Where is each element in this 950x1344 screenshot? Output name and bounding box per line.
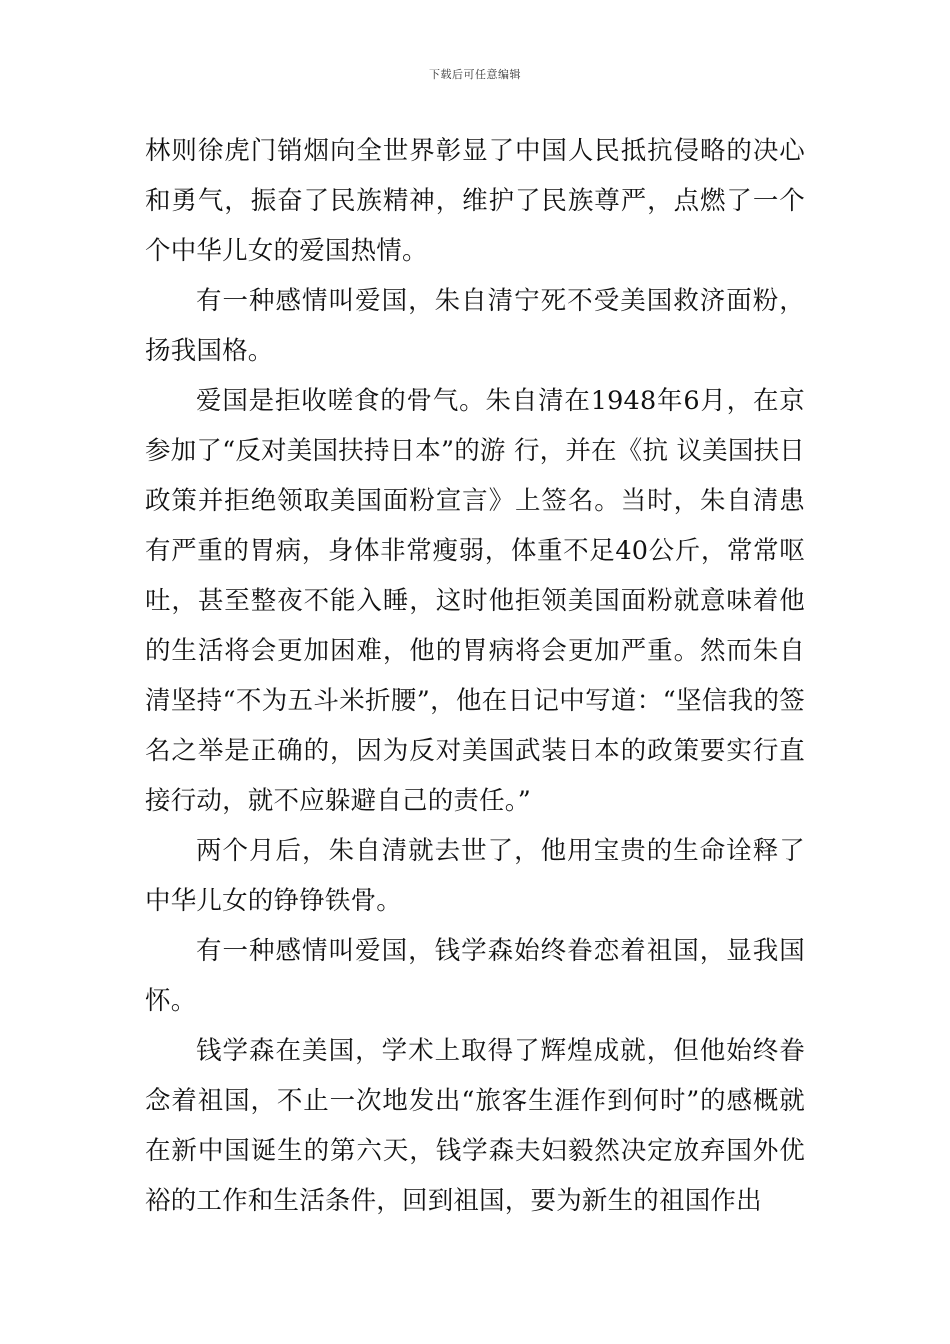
paragraph-4: 两个月后，朱自清就去世了，他用宝贵的生命诠释了中华儿女的铮铮铁骨。: [145, 836, 805, 916]
paragraph-6: 钱学森在美国，学术上取得了辉煌成就，但他始终眷念着祖国，不止一次地发出“旅客生涯作到何时”的感概就在新中国诞生的第六天，钱学森夫妇毅然决定放弃国外优裕的工作和生活条件，回到祖国，要为新生的祖国作出: [145, 1036, 805, 1216]
paragraph-5: 有一种感情叫爱国，钱学森始终眷恋着祖国，显我国怀。: [145, 936, 805, 1016]
document-body: [145, 126, 805, 1226]
page-header: 下载后可任意编辑: [429, 68, 521, 81]
paragraph-1: 林则徐虎门销烟向全世界彰显了中国人民抵抗侵略的决心和勇气，振奋了民族精神，维护了民族尊严，点燃了一个个中华儿女的爱国热情。: [145, 136, 805, 266]
paragraph-3: 爱国是拒收嗟食的骨气。朱自清在1948年6月，在京参加了“反对美国扶持日本”的游 行，并在《抗 议美国扶日政策并拒绝领取美国面粉宣言》上签名。当时，朱自清患有严重的胃病，身体非常瘦弱，体重不足40公斤，常常呕吐，甚至整夜不能入睡，这时他拒领美国面粉就意味着他的生活将会更加困难，他的胃病将会更加严重。然而朱自清坚持“不为五斗米折腰”，他在日记中写道：“坚信我的签名之举是正确的，因为反对美国武装日本的政策要实行直接行动，就不应躲避自己的责任。”: [145, 386, 805, 816]
paragraph-2: 有一种感情叫爱国，朱自清宁死不受美国救济面粉，扬我国格。: [145, 286, 805, 366]
